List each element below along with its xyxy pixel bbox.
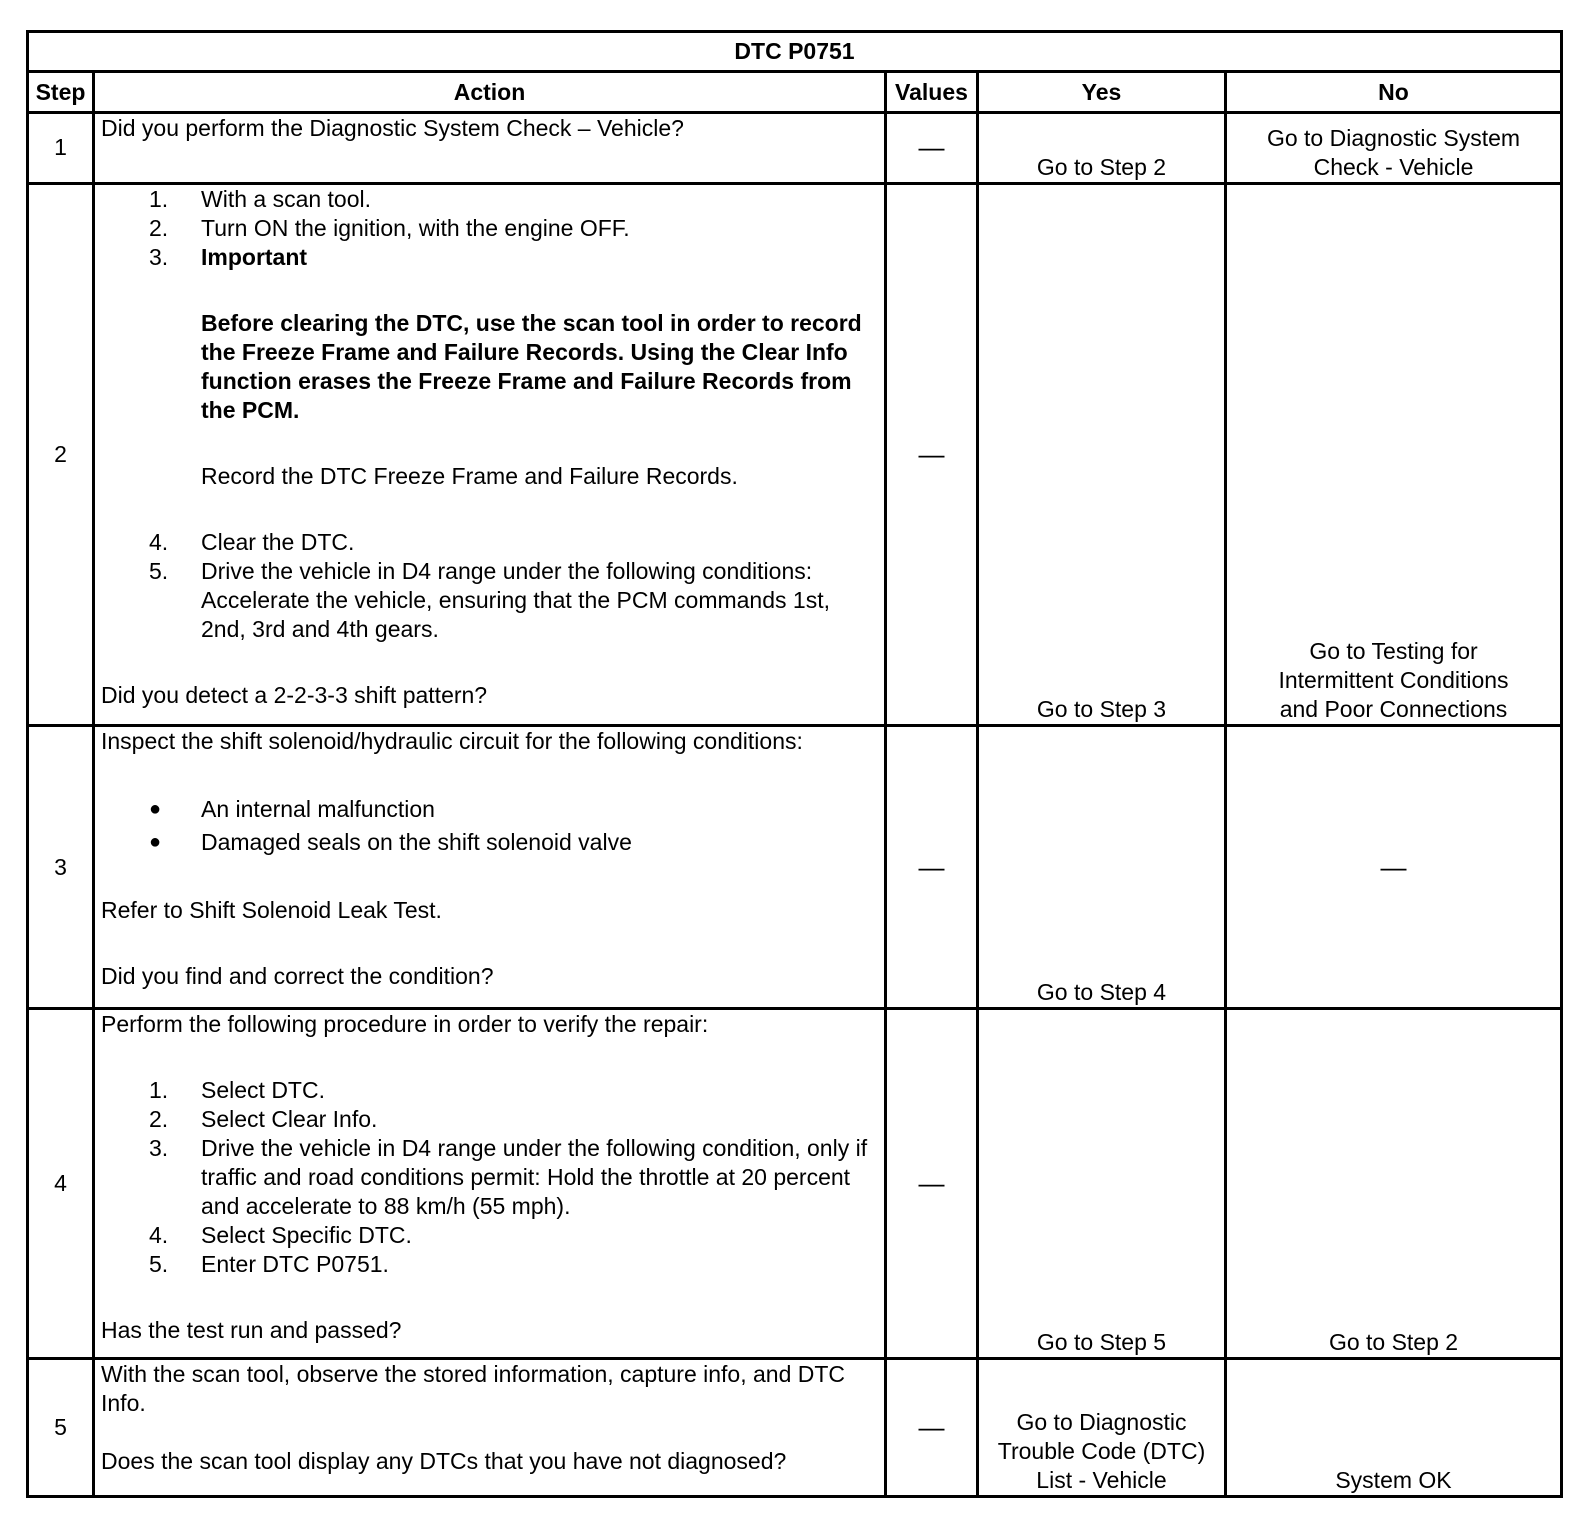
list-item: 2. Select Clear Info.: [149, 1106, 378, 1133]
list-item: 2. Turn ON the ignition, with the engine OFF.: [149, 214, 630, 241]
no-link[interactable]: [1226, 183, 1562, 725]
question-text: Did you detect a 2-2-3-3 shift pattern?: [101, 681, 488, 708]
procedure-list: [101, 185, 878, 272]
action-intro: Perform the following procedure in order to verify the repair:: [101, 1011, 709, 1038]
yes-link[interactable]: [978, 1359, 1226, 1497]
list-item: ● An internal malfunction: [149, 796, 435, 823]
header-step: Step: [28, 72, 94, 112]
header-yes: Yes: [978, 72, 1226, 112]
no-link[interactable]: [1226, 112, 1562, 183]
action-cell: [94, 183, 886, 725]
question-text: Did you find and correct the condition?: [101, 963, 494, 990]
list-item: ● Damaged seals on the shift solenoid valve: [149, 829, 632, 856]
no-cell: —: [1226, 726, 1562, 1009]
yes-link[interactable]: Go to Step 4: [978, 726, 1226, 1009]
step-number: 1: [28, 112, 94, 183]
header-values: Values: [886, 72, 978, 112]
values-cell: —: [886, 726, 978, 1009]
action-intro: Inspect the shift solenoid/hydraulic circuit for the following conditions:: [101, 728, 803, 755]
table-row: [28, 112, 1562, 183]
list-item: 3. Drive the vehicle in D4 range under the following condition, only if traffic and road conditions permit: Hold the throttle at 20 percent and accelerate to 88 km/h (55 mph).: [149, 1135, 868, 1220]
header-no: No: [1226, 72, 1562, 112]
table-row: [28, 1009, 1562, 1359]
yes-line: List - Vehicle: [1036, 1467, 1167, 1493]
no-line: Go to Testing for: [1309, 638, 1478, 665]
list-item: 4. Clear the DTC.: [149, 528, 355, 555]
condition-list: [101, 793, 878, 859]
question-text: Does the scan tool display any DTCs that you have not diagnosed?: [101, 1448, 787, 1475]
list-item: 1. Select DTC.: [149, 1077, 325, 1104]
no-link[interactable]: Go to Step 2: [1226, 1009, 1562, 1359]
action-intro: With the scan tool, observe the stored information, capture info, and DTC Info.: [101, 1361, 846, 1417]
yes-link[interactable]: Go to Step 2: [978, 112, 1226, 183]
yes-line: Go to Diagnostic: [1016, 1409, 1187, 1435]
values-cell: —: [886, 1359, 978, 1497]
step-number: 3: [28, 726, 94, 1009]
no-status: System OK: [1226, 1359, 1562, 1497]
question-text: Has the test run and passed?: [101, 1317, 402, 1344]
values-cell: —: [886, 1009, 978, 1359]
action-cell: [94, 112, 886, 183]
no-line: Intermittent Conditions: [1278, 667, 1509, 694]
dtc-table: [26, 30, 1563, 1498]
action-text: Did you perform the Diagnostic System Check – Vehicle?: [101, 114, 684, 141]
step-number: 2: [28, 183, 94, 725]
action-cell: [94, 726, 886, 1009]
record-instruction: Record the DTC Freeze Frame and Failure Records.: [201, 462, 738, 489]
values-cell: —: [886, 183, 978, 725]
yes-line: Trouble Code (DTC): [997, 1438, 1206, 1464]
list-item: 1. With a scan tool.: [149, 185, 372, 212]
list-item: 4. Select Specific DTC.: [149, 1222, 412, 1249]
list-item: 3. Important: [149, 243, 308, 270]
yes-link[interactable]: Go to Step 3: [978, 183, 1226, 725]
refer-link[interactable]: Refer to Shift Solenoid Leak Test.: [101, 897, 442, 924]
header-action: Action: [94, 72, 886, 112]
no-line: Go to Diagnostic System: [1266, 124, 1521, 151]
values-cell: —: [886, 112, 978, 183]
table-row: [28, 726, 1562, 1009]
table-title: DTC P0751: [28, 32, 1562, 72]
procedure-list: [101, 1076, 878, 1279]
list-item: 5. Drive the vehicle in D4 range under the following conditions: Accelerate the vehicle, ensuring that the PCM commands 1st, 2nd, 3rd and 4th gears.: [149, 557, 830, 642]
no-line: Check - Vehicle: [1313, 153, 1474, 180]
list-item: 5. Enter DTC P0751.: [149, 1251, 389, 1278]
action-cell: [94, 1009, 886, 1359]
table-row: [28, 1359, 1562, 1497]
step-number: 4: [28, 1009, 94, 1359]
table-row: [28, 183, 1562, 725]
action-cell: [94, 1359, 886, 1497]
procedure-list: [101, 528, 878, 644]
yes-link[interactable]: Go to Step 5: [978, 1009, 1226, 1359]
no-line: and Poor Connections: [1279, 696, 1508, 723]
important-note: Before clearing the DTC, use the scan tool in order to record the Freeze Frame and Failure Records. Using the Clear Info function erases the Freeze Frame and Failure Records from the PCM.: [201, 309, 862, 423]
step-number: 5: [28, 1359, 94, 1497]
